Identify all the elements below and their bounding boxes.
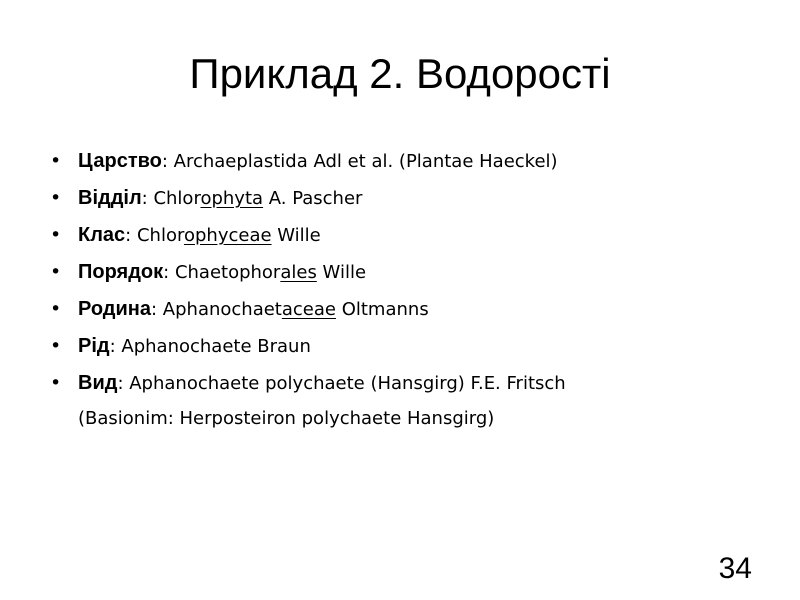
list-item-division	[50, 180, 770, 217]
list-item-kingdom	[50, 143, 770, 180]
rank-value-suffix: ophyceae	[183, 225, 272, 246]
rank-label: Відділ	[78, 187, 142, 209]
taxonomy-list	[50, 143, 770, 436]
bullet-icon: •	[50, 187, 62, 209]
rank-value-suffix: ophyta	[200, 188, 264, 209]
rank-value-stem: Chlor	[153, 188, 201, 209]
rank-separator: :	[151, 299, 163, 320]
rank-value: Aphanochaete polychaete (Hansgirg) F.E. Fritsch	[129, 373, 566, 394]
rank-separator: :	[163, 262, 175, 283]
bullet-icon: •	[50, 224, 62, 246]
rank-separator: :	[117, 373, 130, 394]
bullet-icon: •	[50, 372, 62, 394]
rank-value-suffix: ales	[280, 262, 317, 283]
rank-label: Порядок	[78, 261, 164, 283]
rank-value-author: A. Pascher	[263, 188, 363, 209]
rank-value-stem: Chaetophor	[174, 262, 281, 283]
rank-separator: :	[161, 151, 174, 172]
rank-separator: :	[109, 336, 122, 357]
bullet-icon: •	[50, 261, 62, 283]
rank-value-author: Oltmanns	[335, 299, 429, 320]
rank-value-author: Wille	[271, 225, 321, 246]
rank-label: Клас	[78, 224, 126, 246]
rank-label: Рід	[78, 335, 110, 357]
rank-value-stem: Aphanochaet	[162, 299, 282, 320]
rank-separator: :	[125, 225, 137, 246]
rank-value-basionym: (Basionim: Herposteiron polychaete Hansgirg)	[78, 408, 495, 429]
rank-label: Царство	[78, 150, 162, 172]
rank-value: Archaeplastida Adl et al. (Plantae Haeckel)	[173, 151, 558, 172]
rank-separator: :	[141, 188, 154, 209]
list-item-family	[50, 291, 770, 328]
list-item-order	[50, 254, 770, 291]
list-item-genus	[50, 328, 770, 365]
rank-value-suffix: aceae	[281, 299, 336, 320]
rank-label: Вид	[78, 372, 118, 394]
list-item-species	[50, 365, 770, 436]
list-item-class	[50, 217, 770, 254]
page-number: 34	[718, 552, 752, 585]
bullet-icon: •	[50, 335, 62, 357]
rank-value-stem: Chlor	[136, 225, 184, 246]
slide-title: Приклад 2. Водорості	[189, 50, 611, 97]
rank-value: Aphanochaete Braun	[121, 336, 311, 357]
rank-label: Родина	[78, 298, 151, 320]
rank-value-author: Wille	[316, 262, 367, 283]
bullet-icon: •	[50, 150, 62, 172]
bullet-icon: •	[50, 298, 62, 320]
